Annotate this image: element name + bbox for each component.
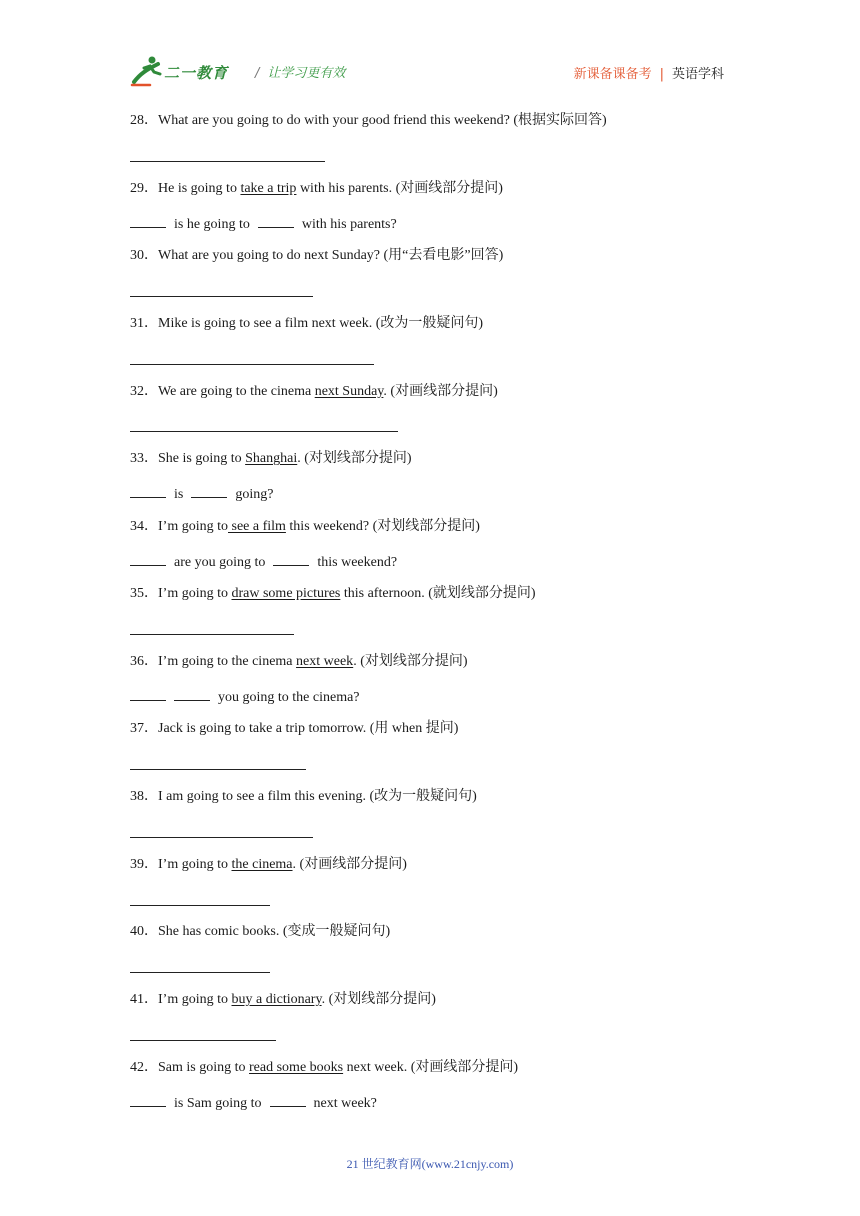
question-29	[130, 180, 503, 198]
question-38	[130, 788, 477, 806]
question-33	[130, 450, 412, 468]
question-number: 39．	[130, 857, 158, 872]
question-text: She is going to	[158, 451, 246, 466]
question-text: What are you going to do next Sunday? (用“去看电影”回答)	[158, 248, 504, 263]
question-instruction: . (对画线部分提问)	[383, 384, 498, 399]
question-text: Sam is going to	[158, 1060, 250, 1075]
question-text: Mike is going to see a film next week. (改为一般疑问句)	[158, 316, 484, 331]
header-right	[574, 63, 724, 82]
fill-text: with his parents?	[301, 217, 397, 232]
blank[interactable]	[130, 1093, 166, 1107]
question-text: What are you going to do with your good friend this weekend? (根据实际回答)	[158, 113, 607, 128]
answer-line[interactable]	[130, 161, 325, 162]
underlined-phrase: see a film	[228, 519, 286, 534]
question-text: Jack is going to take a trip tomorrow. (用 when 提问)	[158, 721, 459, 736]
blank[interactable]	[130, 552, 166, 566]
question-31	[130, 315, 483, 333]
question-instruction: . (对划线部分提问)	[353, 654, 468, 669]
fill-line-29	[130, 214, 397, 234]
question-instruction: with his parents. (对画线部分提问)	[296, 181, 503, 196]
question-42	[130, 1059, 518, 1077]
header-subject: 英语学科	[671, 67, 724, 82]
answer-line[interactable]	[130, 837, 313, 838]
blank[interactable]	[258, 214, 294, 228]
header-divider: |	[659, 67, 664, 82]
fill-text: are you going to	[174, 555, 266, 570]
question-number: 34．	[130, 519, 158, 534]
question-text: I’m going to	[158, 992, 232, 1007]
question-34	[130, 518, 480, 536]
logo-text: 二一教育	[164, 64, 229, 82]
question-number: 35．	[130, 586, 158, 601]
page-footer[interactable]: 21 世纪教育网(www.21cnjy.com)	[346, 1157, 514, 1171]
question-number: 36．	[130, 654, 158, 669]
blank[interactable]	[273, 552, 309, 566]
answer-line[interactable]	[130, 364, 374, 365]
underlined-phrase: next Sunday	[314, 384, 384, 399]
question-28	[130, 112, 607, 130]
fill-text: is	[174, 487, 184, 502]
question-32	[130, 383, 498, 401]
fill-line-34	[130, 552, 397, 572]
question-instruction: . (对划线部分提问)	[321, 992, 436, 1007]
underlined-phrase: take a trip	[240, 181, 297, 196]
blank[interactable]	[130, 484, 166, 498]
question-number: 40．	[130, 924, 158, 939]
question-text: I’m going to	[158, 519, 228, 534]
fill-text: is Sam going to	[174, 1096, 262, 1111]
underlined-phrase: read some books	[249, 1060, 344, 1075]
question-41	[130, 991, 436, 1009]
question-number: 28．	[130, 113, 158, 128]
question-instruction: . (对划线部分提问)	[297, 451, 412, 466]
fill-line-33	[130, 484, 273, 504]
question-39	[130, 856, 407, 874]
question-text: She has comic books. (变成一般疑问句)	[158, 924, 391, 939]
question-instruction: this weekend? (对划线部分提问)	[285, 519, 480, 534]
question-text: I am going to see a film this evening. (改为一般疑问句)	[158, 789, 477, 804]
question-number: 31．	[130, 316, 158, 331]
underlined-phrase: the cinema	[231, 857, 293, 872]
fill-text: this weekend?	[317, 555, 398, 570]
blank[interactable]	[130, 687, 166, 701]
slogan	[255, 62, 345, 81]
question-text: We are going to the cinema	[158, 384, 315, 399]
question-text: He is going to	[158, 181, 241, 196]
question-number: 32．	[130, 384, 158, 399]
fill-text: next week?	[313, 1096, 377, 1111]
question-40	[130, 923, 390, 941]
underlined-phrase: buy a dictionary	[231, 992, 322, 1007]
fill-line-42	[130, 1093, 377, 1113]
question-30	[130, 247, 503, 265]
question-number: 33．	[130, 451, 158, 466]
slogan-slash: /	[255, 66, 260, 81]
question-number: 30．	[130, 248, 158, 263]
slogan-text: 让学习更有效	[267, 66, 346, 81]
blank[interactable]	[174, 687, 210, 701]
fill-text: going?	[235, 487, 274, 502]
logo	[130, 54, 240, 88]
page-header	[130, 52, 730, 92]
question-number: 38．	[130, 789, 158, 804]
underlined-phrase: Shanghai	[245, 451, 298, 466]
fill-text: you going to the cinema?	[218, 690, 360, 705]
answer-line[interactable]	[130, 905, 270, 906]
answer-line[interactable]	[130, 296, 313, 297]
answer-line[interactable]	[130, 972, 270, 973]
runner-logo-icon	[130, 54, 164, 88]
fill-line-36	[130, 687, 360, 707]
underlined-phrase: next week	[296, 654, 354, 669]
question-number: 37．	[130, 721, 158, 736]
fill-text: is he going to	[174, 217, 250, 232]
question-number: 41．	[130, 992, 158, 1007]
question-35	[130, 585, 536, 603]
question-instruction: . (对画线部分提问)	[292, 857, 407, 872]
question-instruction: next week. (对画线部分提问)	[343, 1060, 519, 1075]
header-tagline: 新课备课备考	[573, 67, 652, 82]
blank[interactable]	[130, 214, 166, 228]
question-number: 42．	[130, 1060, 158, 1075]
blank[interactable]	[270, 1093, 306, 1107]
blank[interactable]	[191, 484, 227, 498]
answer-line[interactable]	[130, 1040, 276, 1041]
question-number: 29．	[130, 181, 158, 196]
answer-line[interactable]	[130, 769, 306, 770]
question-36	[130, 653, 468, 671]
question-text: I’m going to	[158, 586, 232, 601]
question-text: I’m going to	[158, 857, 232, 872]
question-37	[130, 720, 458, 738]
question-instruction: this afternoon. (就划线部分提问)	[340, 586, 536, 601]
question-text: I’m going to the cinema	[158, 654, 297, 669]
answer-line[interactable]	[130, 431, 398, 432]
answer-line[interactable]	[130, 634, 294, 635]
underlined-phrase: draw some pictures	[231, 586, 341, 601]
